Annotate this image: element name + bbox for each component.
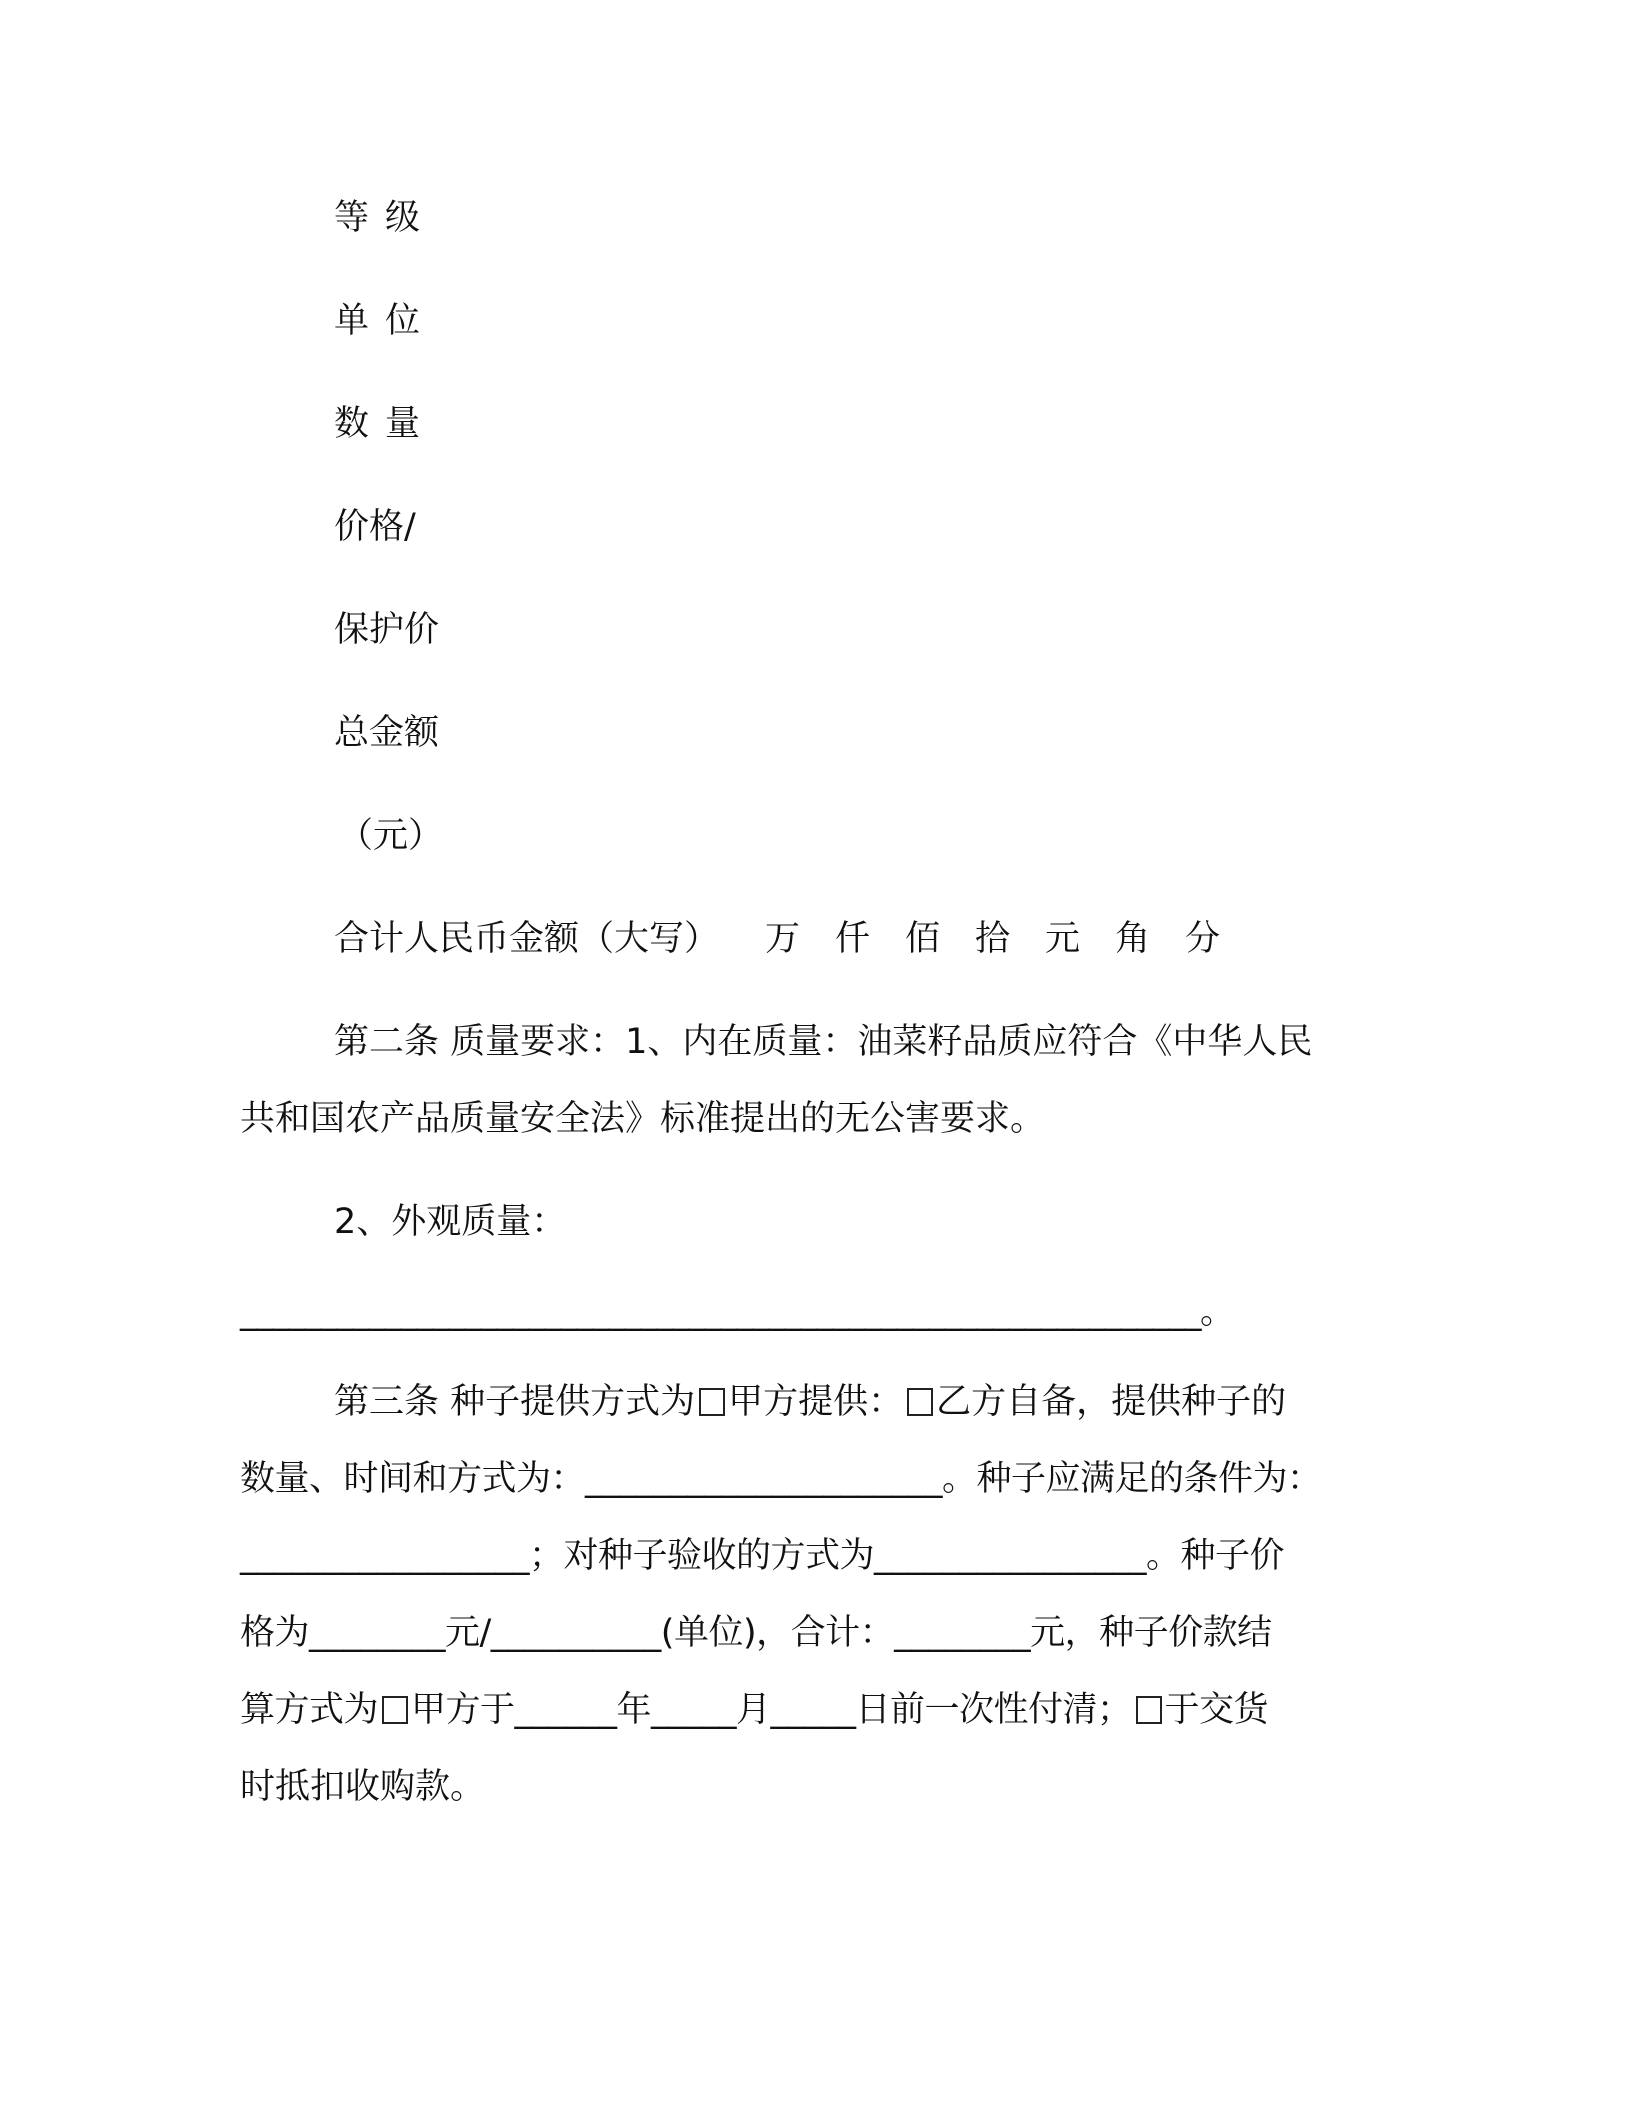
label-total-unit: （元） [338, 816, 444, 856]
label-grade: 等级 [334, 198, 437, 238]
article3-line6: 时抵扣收购款。 [240, 1767, 486, 1807]
checkbox-party-a-pay[interactable] [382, 1696, 408, 1724]
checkbox-party-a-provide[interactable] [699, 1388, 725, 1416]
rmb-unit-jiao: 角 [1115, 919, 1151, 959]
rmb-total-label: 合计人民币金额（大写） [334, 919, 720, 959]
rmb-unit-bai: 佰 [905, 919, 941, 959]
article3-line5-a: 算方式为 [240, 1690, 379, 1730]
article3-line1-b: 甲方提供： [728, 1382, 904, 1422]
checkbox-deduct-on-delivery[interactable] [1136, 1696, 1162, 1724]
article3-line3: _________________；对种子验收的方式为________________。种子价 [240, 1536, 1285, 1576]
rmb-unit-shi: 拾 [975, 919, 1011, 959]
label-total: 总金额 [334, 713, 440, 753]
article3-line5-c: 于交货 [1164, 1690, 1269, 1730]
article3-line2: 数量、时间和方式为：_____________________。种子应满足的条件为： [240, 1459, 1322, 1499]
article3-line4: 格为________元/__________(单位)，合计：________元，种子价款结 [240, 1613, 1272, 1653]
article3-line1-a: 第三条 种子提供方式为 [334, 1382, 696, 1422]
rmb-total-row [334, 919, 1255, 959]
rmb-unit-qian: 仟 [835, 919, 871, 959]
article3-line5-b: 甲方于______年_____月_____日前一次性付清； [411, 1690, 1132, 1730]
article2-line1: 第二条 质量要求：1、内在质量：油菜籽品质应符合《中华人民 [334, 1022, 1313, 1062]
label-price: 价格/ [334, 507, 416, 547]
label-quantity: 数量 [334, 404, 437, 444]
rmb-units [765, 919, 1255, 959]
label-unit: 单位 [334, 301, 437, 341]
rmb-unit-fen: 分 [1185, 919, 1221, 959]
label-protect-price: 保护价 [334, 610, 440, 650]
article3-line1-c: 乙方自备，提供种子的 [936, 1382, 1287, 1422]
rmb-unit-wan: 万 [765, 919, 801, 959]
article3-line5 [240, 1690, 1268, 1730]
article3-line1 [334, 1382, 1286, 1422]
article2-line4: ____________________________________________________________。 [240, 1292, 1234, 1332]
checkbox-party-b-self[interactable] [907, 1388, 933, 1416]
article2-line2: 共和国农产品质量安全法》标准提出的无公害要求。 [240, 1099, 1046, 1139]
rmb-unit-yuan: 元 [1045, 919, 1081, 959]
article2-line3: 2、外观质量： [334, 1202, 567, 1242]
